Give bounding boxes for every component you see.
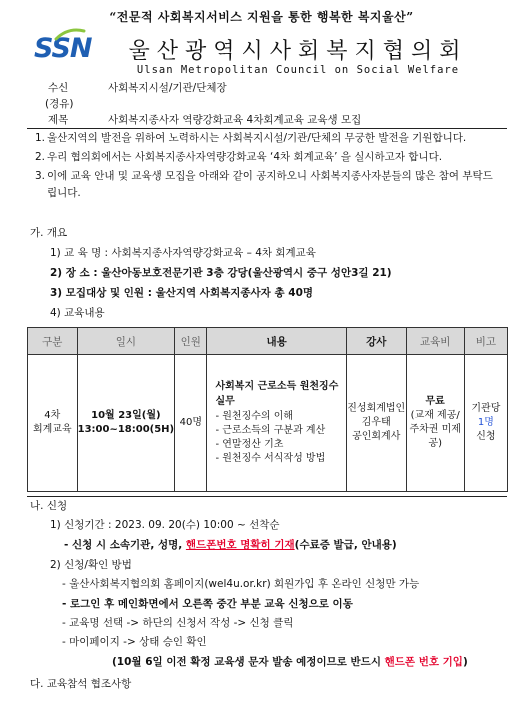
paragraph-number: 2. (35, 151, 46, 163)
cell-content (207, 355, 346, 492)
course-content-label: 4) 교육내용 (50, 307, 105, 319)
recipient-label: 수신 (48, 82, 69, 94)
category-line: 회계교육 (32, 424, 72, 435)
final-suffix: ) (462, 656, 468, 668)
note-highlight: 핸드폰번호 명확히 기재 (185, 539, 295, 551)
section-c-title: 다. 교육참석 협조사항 (30, 678, 132, 690)
content-item: - 연말정산 기초 (215, 439, 284, 450)
final-prefix: (10월 6일 이전 확정 교육생 문자 발송 예정이므로 반드시 (112, 656, 385, 668)
method-title: 2) 신청/확인 방법 (50, 559, 132, 571)
paragraph-3 (35, 168, 495, 202)
cell-remark (464, 355, 507, 492)
table-row (28, 355, 508, 492)
content-title-line: 사회복지 근로소득 원천징수 (215, 381, 339, 392)
content-item: - 원천징수의 이해 (215, 411, 294, 422)
recipient-value: 사회복지시설/기관/단체장 (108, 82, 227, 94)
divider-top (27, 128, 507, 129)
org-name: 울산광역시사회복지협의회 (128, 39, 468, 64)
slogan: “전문적 사회복지서비스 지원을 통한 행복한 복지울산” (109, 10, 414, 24)
cell-capacity: 40명 (175, 355, 207, 492)
instructor-line: 김우태 (361, 417, 391, 428)
ssn-logo (34, 33, 94, 73)
logo-text: SSN (34, 33, 92, 64)
table-header-row (28, 328, 508, 355)
subject-value: 사회복지종사자 역량강화교육 4차회계교육 교육생 모집 (108, 114, 362, 126)
course-location: 2) 장 소 : 울산아동보호전문기관 3층 강당(울산광역시 중구 성안3길 21) (50, 267, 392, 279)
remark-line: 신청 (476, 431, 496, 442)
header-instructor: 강사 (346, 328, 406, 355)
final-highlight: 핸드폰 번호 기입 (384, 656, 463, 668)
header-category: 구분 (28, 328, 78, 355)
logo-swoosh-icon (54, 27, 86, 41)
subject-label: 제목 (48, 114, 69, 126)
instructor-line: 공인회계사 (352, 431, 401, 442)
course-target: 3) 모집대상 및 인원 : 울산지역 사회복지종사자 총 40명 (50, 287, 314, 299)
paragraph-text: 울산지역의 발전을 위하여 노력하시는 사회복지시설/기관/단체의 무궁한 발전을 기원합니다. (47, 132, 467, 144)
org-name-english: Ulsan Metropolitan Council on Social Welfare (136, 64, 460, 76)
header-datetime: 일시 (77, 328, 175, 355)
header-content: 내용 (207, 328, 346, 355)
cell-category (28, 355, 78, 492)
method-step: - 울산사회복지협의회 홈페이지(wel4u.or.kr) 회원가입 후 온라인 신청만 가능 (62, 578, 420, 590)
fee-line: 무료 (425, 396, 445, 407)
time-line: 13:00~18:00(5H) (77, 424, 175, 435)
instructor-line: 진성회계법인 (347, 403, 406, 414)
header-remark: 비고 (464, 328, 507, 355)
method-step: - 교육명 선택 -> 하단의 신청서 작성 -> 신청 클릭 (62, 617, 294, 629)
application-period: 1) 신청기간 : 2023. 09. 20(수) 10:00 ~ 선착순 (50, 519, 280, 531)
category-line: 4차 (44, 410, 61, 421)
section-b-title: 나. 신청 (30, 500, 68, 512)
course-table (27, 327, 508, 492)
cell-fee (406, 355, 464, 492)
via-label: (경유) (45, 98, 74, 110)
note-prefix: - 신청 시 소속기관, 성명, (64, 539, 186, 551)
date-line: 10월 23일(월) (91, 410, 161, 421)
final-notice (112, 654, 468, 669)
cell-datetime (77, 355, 175, 492)
divider-table-bottom (27, 496, 507, 497)
method-step: - 로그인 후 메인화면에서 오른쪽 중간 부분 교육 신청으로 이동 (62, 598, 353, 610)
course-name: 1) 교 육 명 : 사회복지종사자역량강화교육 – 4차 회계교육 (50, 247, 316, 259)
remark-line: 기관당 (471, 403, 501, 414)
content-title-line: 실무 (215, 396, 235, 407)
header-fee: 교육비 (406, 328, 464, 355)
header-capacity: 인원 (175, 328, 207, 355)
paragraph-number: 1. (35, 132, 46, 144)
paragraph-1 (35, 130, 495, 147)
fee-line: 주차권 미제공) (409, 424, 461, 449)
method-step: - 마이페이지 -> 상태 승인 확인 (62, 636, 207, 648)
remark-line: 1명 (477, 417, 494, 428)
fee-line: (교재 제공/ (410, 410, 460, 421)
cell-instructor (346, 355, 406, 492)
paragraph-text: 우리 협의회에서는 사회복지종사자역량강화교육 ‘4차 회계교육’ 을 실시하고자 합니다. (47, 151, 443, 163)
content-item: - 근로소득의 구분과 계산 (215, 425, 326, 436)
application-note (64, 537, 397, 552)
paragraph-2 (35, 149, 495, 166)
content-item: - 원천징수 서식작성 방법 (215, 453, 326, 464)
section-a-title: 가. 개요 (30, 227, 68, 239)
paragraph-number: 3. (35, 170, 46, 182)
paragraph-text: 이에 교육 안내 및 교육생 모집을 아래와 같이 공지하오니 사회복지종사자분들의 많은 참여 부탁드립니다. (47, 170, 493, 199)
note-suffix: (수료증 발급, 안내용) (294, 539, 397, 551)
